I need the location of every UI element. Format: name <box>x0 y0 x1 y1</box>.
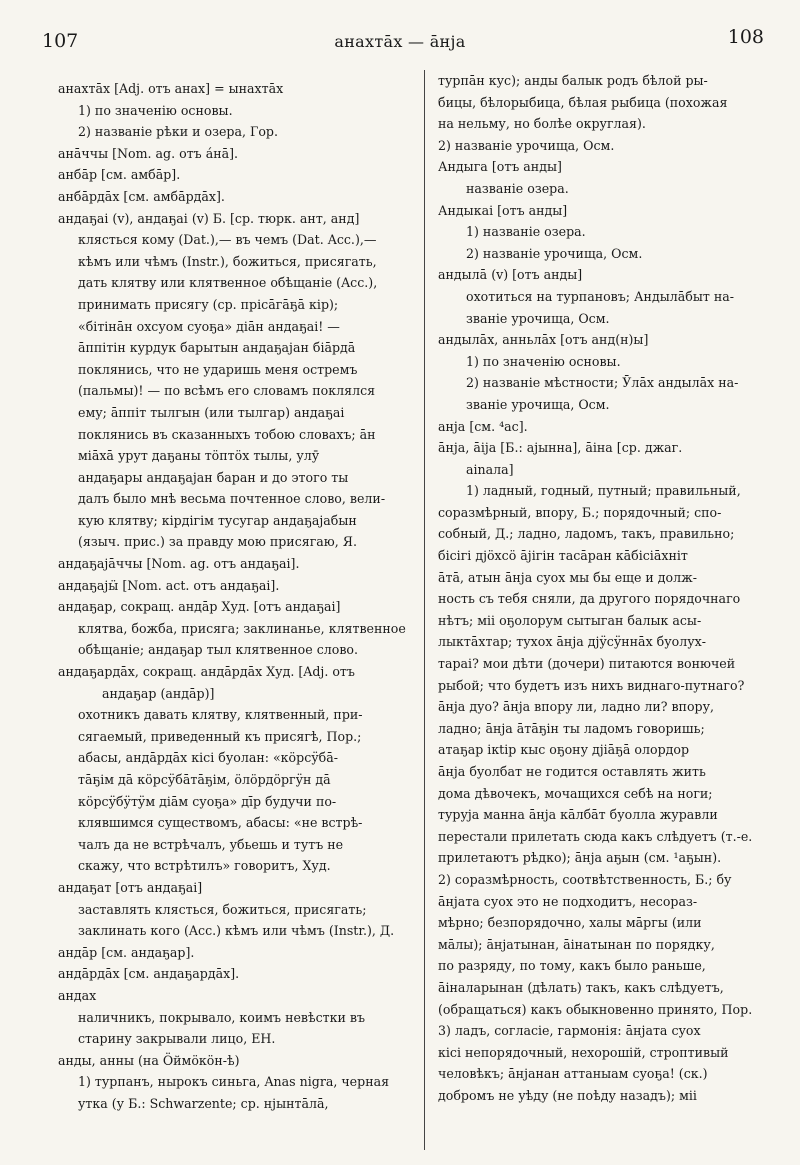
entry-line: Андыкаі [отъ анды] <box>438 202 568 218</box>
entry-line: званіе урочища, Осм. <box>466 396 610 412</box>
entry-line: поклянись въ сказанныхъ тобою словахъ; āн <box>78 426 376 442</box>
entry-line: āнjа, āіjа [Б.: аjынна], āіна [ср. джаг. <box>438 440 683 456</box>
entry-line: человѣкъ; āнjанан аттаныам суоҕа! (ск.) <box>438 1066 708 1082</box>
entry-line: наличникъ, покрывало, коимъ невѣстки въ <box>78 1009 365 1025</box>
entry-line: аіnала] <box>466 461 514 477</box>
entry-line: андаҕат [отъ андаҕаі] <box>58 879 203 895</box>
entry-line: 1) ладный, годный, путный; правильный, <box>466 483 741 499</box>
entry-line: андāр [см. андаҕар]. <box>58 944 195 960</box>
entry-line: по разряду, по тому, какъ было раньше, <box>438 958 706 974</box>
entry-line: названіе озера. <box>466 180 569 196</box>
entry-line: анахтāх [Adj. отъ анах] = ынахтāх <box>58 81 284 96</box>
entry-line: прилетаютъ рѣдко); āнjа аҕын (см. ¹аҕын). <box>438 850 722 866</box>
entry-line: андаҕары андаҕаjан баран и до этого ты <box>78 469 349 485</box>
entry-line: 2) названіе мѣстности; Ӯлāх андылāх на- <box>466 375 739 391</box>
entry-line: турпāн кус); анды балык родъ бѣлой ры- <box>438 73 708 88</box>
entry-line: анjа [см. ⁴ас]. <box>438 418 528 434</box>
entry-line: андаҕаjāччы [Nom. ag. отъ андаҕаі]. <box>58 556 300 572</box>
entry-line: чалъ да не встрѣчалъ, убьешь и тутъ не <box>78 836 344 852</box>
entry-line: кую клятву; кірдігім тусугар андаҕаjабын <box>78 512 357 528</box>
entry-line: перестали прилетать сюда какъ слѣдуетъ (т.-е. <box>438 828 753 844</box>
entry-line: заставлять клясться, божиться, присягать; <box>78 901 367 917</box>
page-number-right: 108 <box>727 26 764 48</box>
entry-line: 1) по значенію основы. <box>78 102 233 118</box>
entry-line: званіе урочища, Осм. <box>466 310 610 326</box>
entry-line: ему; āппіт тылгын (или тылгар) андаҕаі <box>78 404 345 420</box>
entry-line: āнjата суох это не подходитъ, несораз- <box>438 893 698 909</box>
entry-line: абасы, андāрдāх кісі буолан: «кöрсӱбā- <box>78 750 339 766</box>
entry-line: (обращаться) какъ обыкновенно принято, Пор. <box>438 1001 753 1017</box>
entry-line: соразмѣрный, впору, Б.; порядочный; спо- <box>438 504 722 520</box>
entry-line: бицы, бѣлорыбица, бѣлая рыбица (похожая <box>438 94 728 110</box>
entry-line: охотникъ давать клятву, клятвенный, при- <box>78 707 363 723</box>
entry-line: далъ было мнѣ весьма почтенное слово, вели- <box>78 491 386 507</box>
entry-line: Андыга [отъ анды] <box>438 159 562 175</box>
entry-line: андылā (v) [отъ анды] <box>438 267 583 283</box>
entry-line: āппітін курдук барытын андаҕаjан біāрдā <box>78 340 356 356</box>
entry-line: мѣрно; безпорядочно, халы мāргы (или <box>438 915 702 931</box>
entry-line: андаҕардāх, сокращ. андāрдāх Худ. [Adj. отъ <box>58 664 355 680</box>
entry-line: анды, анны (на Öймöкöн-ѣ) <box>58 1052 240 1068</box>
entry-line: атаҕар ікtір кыс оҕону дjiāҕā олордор <box>438 742 690 758</box>
page-number-left: 107 <box>42 30 79 52</box>
right-column <box>438 70 768 1107</box>
entry-line: клясться кому (Dat.),— въ чемъ (Dat. Acc.),— <box>78 232 377 248</box>
entry-line: анāччы [Nom. ag. отъ áнā]. <box>58 145 239 161</box>
entry-line: 1) названіе озера. <box>466 224 586 240</box>
entry-line: клявшимся существомъ, абасы: «не встрѣ- <box>78 815 363 831</box>
entry-line: āіналарынан (дѣлать) такъ, какъ слѣдуетъ, <box>438 979 724 995</box>
entry-line: скажу, что встрѣтилъ» говоритъ, Худ. <box>78 858 331 874</box>
entry-line: тарai? мои дѣти (дочери) питаются вонючей <box>438 656 736 672</box>
entry-line: 1) турпанъ, нырокъ синьга, Anas nigra, черная <box>78 1074 390 1090</box>
entry-line: кѣмъ или чѣмъ (Instr.), божиться, присягать, <box>78 253 377 269</box>
entry-line: заклинать кого (Acc.) кѣмъ или чѣмъ (Instr.), Д. <box>78 923 395 939</box>
entry-line: 2) названіе рѣки и озера, Гор. <box>78 124 278 140</box>
entry-line: рыбой; что будетъ изъ нихъ виднаго-путнаго? <box>438 677 745 693</box>
entry-line: андāрдāх [см. андаҕардāх]. <box>58 966 240 982</box>
entry-line: āнjа буолбат не годится оставлять жить <box>438 764 706 779</box>
entry-line: āнjа дуо? āнjа впору ли, ладно ли? впору, <box>438 699 715 715</box>
entry-line: андаҕаі (v), андаҕаі (v) Б. [ср. тюрк. ант, анд] <box>58 210 360 226</box>
entry-line: (языч. прис.) за правду мою присягаю, Я. <box>78 534 357 550</box>
entry-line: нѣтъ; міі оҕолорум сытыган балык асы- <box>438 612 702 628</box>
entry-line: обѣщаніе; андаҕар тыл клятвенное слово. <box>78 642 359 658</box>
entry-line: «бітінāн охсуом суоҕа» діāн андаҕаі! — <box>78 318 340 334</box>
running-title: анахтāх — āнjа <box>334 32 466 51</box>
entry-line: кісі непорядочный, нехорошій, строптивый <box>438 1044 729 1060</box>
entry-line: 2) названіе урочища, Осм. <box>466 245 643 261</box>
entry-line: охотиться на турпановъ; Андылāбыт на- <box>466 288 734 304</box>
entry-line: андаҕаjӹ [Nom. act. отъ андаҕаі]. <box>58 577 280 593</box>
entry-line: андах <box>58 987 97 1003</box>
entry-line: ность съ тебя сняли, да другого порядочнаго <box>438 591 741 607</box>
entry-line: лыктāхтар; тухох āнjа дjӱсӱннāх буолух- <box>438 634 707 650</box>
entry-line: принимать присягу (ср. прісāгāҕā кір); <box>78 296 339 312</box>
entry-line: 1) по значенію основы. <box>466 353 621 369</box>
entry-line: (пальмы)! — по всѣмъ его словамъ поклялся <box>78 383 376 399</box>
entry-line: кöрсӱбӱтӱм діāм суоҕа» дīр будучи по- <box>78 793 337 809</box>
left-column <box>58 78 416 1115</box>
entry-line: сягаемый, приведенный къ присягѣ, Пор.; <box>78 728 362 744</box>
entry-line: дать клятву или клятвенное обѣщаніе (Acc.), <box>78 275 378 291</box>
entry-line: туруjа манна āнjа кāлбāт буолла журавли <box>438 807 718 823</box>
entry-line: тāҕім дā кöрсӱбāтāҕім, öлöрдöргӱн дā <box>78 772 331 787</box>
column-divider <box>424 70 425 1150</box>
entry-line: міāхā урут даҕаны тöптöх тылы, улӯ <box>78 448 320 464</box>
entry-line: андылāх, анньлāх [отъ анд(н)ы] <box>438 332 649 348</box>
entry-line: āтā, атын āнjа суох мы бы еще и долж- <box>438 569 697 585</box>
entry-line: андаҕар, сокращ. андāр Худ. [отъ андаҕаі] <box>58 599 341 615</box>
entry-line: мāлы); āнjатынан, āінатынан по порядку, <box>438 936 715 952</box>
entry-line: старину закрывали лицо, ЕН. <box>78 1031 276 1047</box>
entry-line: поклянись, что не ударишь меня остремъ <box>78 361 358 377</box>
page-header <box>0 26 800 64</box>
entry-line: анбāр [см. амбāр]. <box>58 167 181 183</box>
entry-line: на нельму, но болѣе округлая). <box>438 116 646 132</box>
entry-line: анбāрдāх [см. амбāрдāх]. <box>58 188 225 204</box>
entry-line: клятва, божба, присяга; заклинанье, клятвенное <box>78 620 406 636</box>
entry-line: добромъ не уѣду (не поѣду назадъ); міі <box>438 1087 697 1103</box>
entry-line: собный, Д.; ладно, ладомъ, такъ, правильно; <box>438 526 735 542</box>
entry-line: андаҕар (андāр)] <box>102 685 215 701</box>
entry-line: 2) названіе урочища, Осм. <box>438 137 615 153</box>
entry-line: 2) соразмѣрность, соотвѣтственность, Б.; бу <box>438 871 732 887</box>
entry-line: 3) ладъ, согласіе, гармонія: āнjата суох <box>438 1023 701 1039</box>
entry-line: утка (у Б.: Schwarzente; ср. нјынтāлā, <box>78 1095 329 1111</box>
entry-line: ладно; āнjа āтāҕін ты ладомъ говоришь; <box>438 720 705 736</box>
entry-line: дома дѣвочекъ, мочащихся себѣ на ноги; <box>438 785 713 801</box>
entry-line: бісігі дjöхсö ājігін тасāран кāбісіāхніт <box>438 548 688 564</box>
